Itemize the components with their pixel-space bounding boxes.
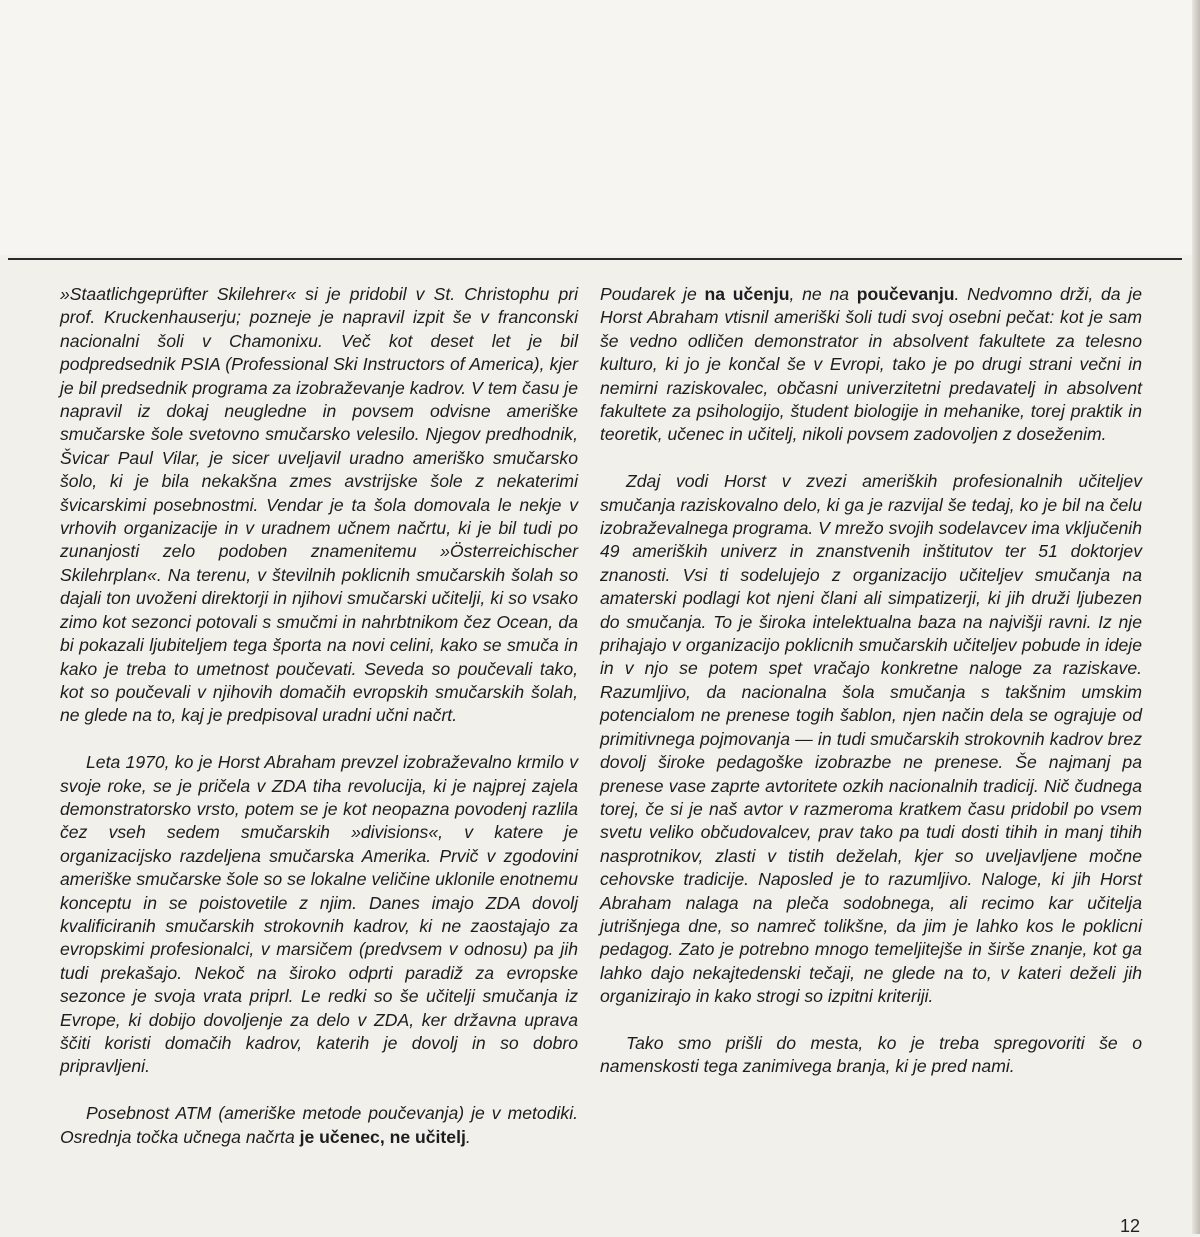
right-paragraph-2: Zdaj vodi Horst v zvezi ameriških profesionalnih učiteljev smučanja raziskovalno delo, ki ga je razvijal še tedaj, ko je bil na čelu izobraževalnega programa. V mrežo svojih sodelavcev ima vključenih 49 ameriških univerz in znanstvenih inštitutov ter 51 doktorjev znanosti. Vsi ti sodelujejo z organizacijo učiteljev smučanja na amaterski podlagi kot njeni člani ali simpatizerji, ki jih druži ljubezen do smučanja. To je široka intelektualna baza na najvišji ravni. Iz nje prihajajo v organizacijo poklicnih smučarskih učiteljev pobude in ideje in v njo se potem spet vračajo konkretne naloge za raziskave. Razumljivo, da nacionalna šola smučanja s takšnim umskim potencialom ne prenese togih šablon, njen način dela se ograjuje od primitivnega pojmovanja — in tudi smučarskih strokovnih kadrov brez dovolj široke pedagoške izobrazbe ne prenese. Še najmanj pa prenese vase zaprte avtoritete ozkih nacionalnih tradicij. Nič čudnega torej, če si je naš avtor v razmeroma kratkem času pridobil po vsem svetu veliko občudovalcev, prav tako pa tudi dosti tihih in manj tihih nasprotnikov, zlasti v tistih deželah, kjer so uveljavljene močne cehovske tradicije. Naposled je to razumljivo. Naloge, ki jih Horst Abraham nalaga na pleča sodobnega, ali recimo kar učitelja jutrišnjega dne, so namreč tolikšne, da jim je lahko kos le poklicni pedagog. Zato je potrebno mnogo temeljitejše in širše znanje, kot ga lahko dajo nekajtedenski tečaji, ne glede na to, v kateri deželi jih organizirajo in kako strogi so izpitni kriteriji. <box>600 471 1142 1007</box>
right-paragraph-1-bold-1: na učenju <box>704 284 790 304</box>
right-paragraph-3: Tako smo prišli do mesta, ko je treba spregovoriti še o namenskosti tega zanimivega branja, ki je pred nami. <box>600 1032 1142 1077</box>
left-text-column <box>60 283 578 1149</box>
page-number: 12 <box>1119 1216 1140 1236</box>
right-paragraph-1 <box>600 283 1142 447</box>
left-paragraph-1: »Staatlichgeprüfter Skilehrer« si je pridobil v St. Christophu pri prof. Kruckenhauserju; pozneje je napravil izpit še v franconski nacionalni šoli v Chamonixu. Več kot deset let je bil podpredsednik PSIA (Professional Ski Instructors of America), kjer je bil predsednik programa za izobraževanje kadrov. V tem času je napravil iz dokaj neugledne in povsem odvisne ameriške smučarske šole svetovno smučarsko velesilo. Njegov predhodnik, Švicar Paul Vilar, je sicer uveljavil uradno ameriško smučarsko šolo, ki je bila nekakšna zmes avstrijske šole z nekaterimi švicarskimi posebnostmi. Vendar je ta šola domovala le nekje v vrhovih organizacije in v uradnem učnem načrtu, ki je bil tudi po zunanjosti zelo podoben znamenitemu »Österreichischer Skilehrplan«. Na terenu, v številnih poklicnih smučarskih šolah so dajali ton uvoženi direktorji in njihovi smučarski učitelji, ki so vsako zimo kot sezonci potovali s smučmi in nahrbtnikom čez Ocean, da bi pokazali ljubiteljem tega športa na novi celini, kako se smuča in kako je treba to umetnost poučevati. Seveda so poučevali tako, kot so poučevali v njihovih domačih evropskih smučarskih šolah, ne glede na to, kaj je predpisoval uradni učni načrt. <box>60 284 578 726</box>
left-paragraph-3-text: Posebnost ATM (ameriške metode poučevanja) je v metodiki. Osrednja točka učnega načrta <box>60 1103 578 1147</box>
right-text-column <box>600 283 1142 1079</box>
left-paragraph-3-bold: je učenec, ne učitelj <box>299 1126 466 1147</box>
left-paragraph-3 <box>60 1102 578 1149</box>
horizontal-rule <box>8 258 1182 260</box>
right-paragraph-1-b: , ne na <box>789 284 857 304</box>
blank-top-area <box>0 0 1200 255</box>
right-paragraph-1-a: Poudarek je <box>600 284 705 304</box>
right-paragraph-1-bold-2: poučevanju <box>856 284 955 304</box>
page-edge-shadow <box>1192 0 1200 1234</box>
left-paragraph-2: Leta 1970, ko je Horst Abraham prevzel izobraževalno krmilo v svoje roke, se je pričela v ZDA tiha revolucija, ki je najprej zajela demonstratorsko vrsto, potem se je kot neopazna povodenj razlila čez vseh sedem smučarskih »divisions«, v katere je organizacijsko razdeljena smučarska Amerika. Prvič v zgodovini ameriške smučarske šole so se lokalne veličine uklonile enotnemu konceptu in se poistovetile z njim. Danes imajo ZDA dovolj kvalificiranih smučarskih strokovnih kadrov, ki ne zaostajajo za evropskimi profesionalci, v marsičem (predvsem v odnosu) pa jih tudi prekašajo. Nekoč na široko odprti paradiž za evropske sezonce je svoja vrata priprl. Le redki so še učitelji smučanja iz Evrope, ki dobijo dovoljenje za delo v ZDA, ker državna uprava ščiti koristi domačih kadrov, katerih je dovolj in so dobro pripravljeni. <box>60 752 578 1077</box>
right-paragraph-1-c: . Nedvomno drži, da je Horst Abraham vtisnil ameriški šoli tudi svoj osebni pečat: kot je sam še vedno odličen demonstrator in absolvent fakultete za telesno kulturo, ki jo je končal še v Evropi, tako je po drugi strani večni in nemirni raziskovalec, občasni univerzitetni predavatelj in absolvent fakultete za psihologijo, študent biologije in mehanike, torej praktik in teoretik, učenec in učitelj, nikoli povsem zadovoljen z doseženim. <box>600 284 1142 445</box>
left-paragraph-3-end: . <box>465 1126 471 1147</box>
